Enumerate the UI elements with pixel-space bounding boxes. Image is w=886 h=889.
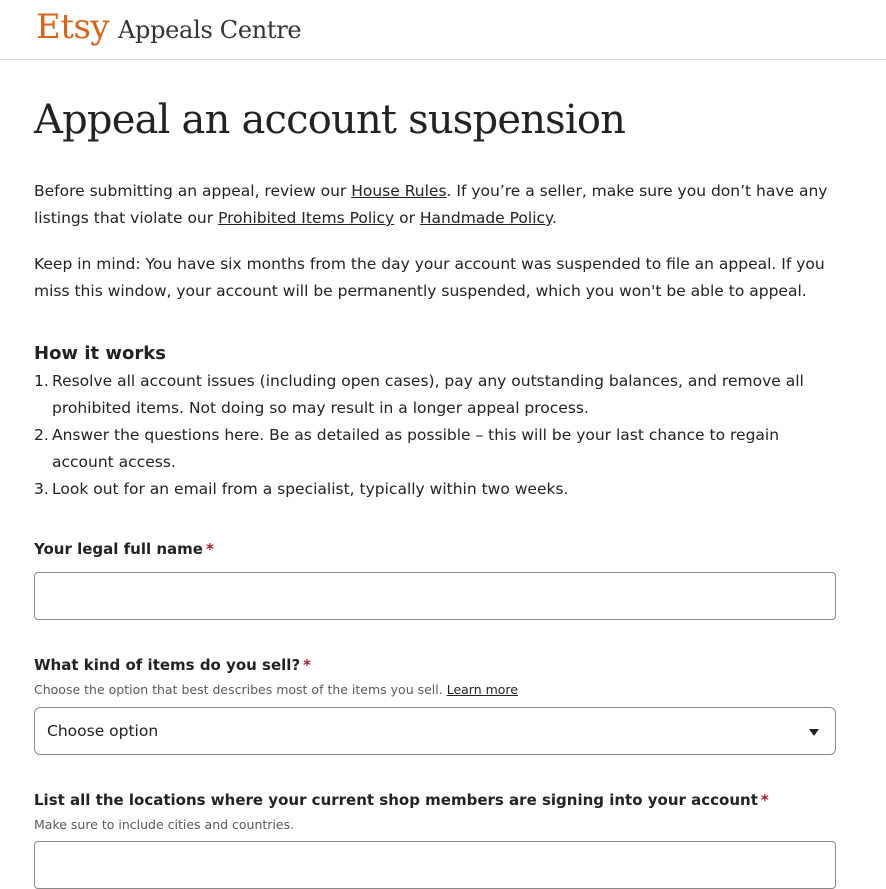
handmade-policy-link[interactable]: Handmade Policy xyxy=(419,209,552,227)
house-rules-link[interactable]: House Rules xyxy=(351,182,447,200)
intro-text-2: . If you’re a seller, make sure you don’t have any listings that violate our xyxy=(34,182,828,227)
intro-text-3: or xyxy=(394,209,420,227)
items-sold-select[interactable] xyxy=(34,707,836,755)
locations-label-text: List all the locations where your current shop members are signing into your account xyxy=(34,791,758,809)
top-header xyxy=(0,0,886,60)
learn-more-link[interactable]: Learn more xyxy=(446,682,518,697)
locations-helper: Make sure to include cities and countries. xyxy=(34,817,295,832)
prohibited-items-policy-link[interactable]: Prohibited Items Policy xyxy=(218,209,395,227)
full-name-input[interactable] xyxy=(34,572,836,620)
required-marker: * xyxy=(760,791,769,809)
app-title: Appeals Centre xyxy=(118,16,302,44)
page-title: Appeal an account suspension xyxy=(34,97,626,143)
step-number: 1. xyxy=(34,372,49,390)
list-item xyxy=(34,476,834,503)
keep-in-mind-paragraph: Keep in mind: You have six months from the day your account was suspended to file an appeal. If you miss this window, your account will be permanently suspended, which you won't be able to appeal. xyxy=(34,255,825,300)
intro-text-4: . xyxy=(552,209,557,227)
list-item xyxy=(34,422,834,476)
locations-label xyxy=(34,789,769,811)
items-sold-selected-value: Choose option xyxy=(47,722,159,740)
items-sold-helper xyxy=(34,681,518,699)
full-name-label-text: Your legal full name xyxy=(34,540,203,558)
etsy-logo[interactable]: Etsy xyxy=(36,7,110,47)
steps-list xyxy=(34,368,834,503)
list-item xyxy=(34,368,834,422)
intro-text-1: Before submitting an appeal, review our xyxy=(34,182,352,200)
locations-input[interactable] xyxy=(34,841,836,889)
step-text: Look out for an email from a specialist, typically within two weeks. xyxy=(52,480,569,498)
step-number: 2. xyxy=(34,426,49,444)
items-sold-helper-text: Choose the option that best describes most of the items you sell. xyxy=(34,682,447,697)
step-number: 3. xyxy=(34,480,49,498)
step-text: Answer the questions here. Be as detailed as possible – this will be your last chance to regain account access. xyxy=(52,426,780,471)
required-marker: * xyxy=(303,656,312,674)
chevron-down-icon xyxy=(809,729,819,736)
full-name-label xyxy=(34,538,214,560)
how-it-works-heading: How it works xyxy=(34,343,166,364)
required-marker: * xyxy=(205,540,214,558)
step-text: Resolve all account issues (including open cases), pay any outstanding balances, and remove all prohibited items. Not doing so may result in a longer appeal process. xyxy=(52,372,804,417)
items-sold-label xyxy=(34,654,311,676)
items-sold-label-text: What kind of items do you sell? xyxy=(34,656,301,674)
intro-paragraph xyxy=(34,178,834,232)
